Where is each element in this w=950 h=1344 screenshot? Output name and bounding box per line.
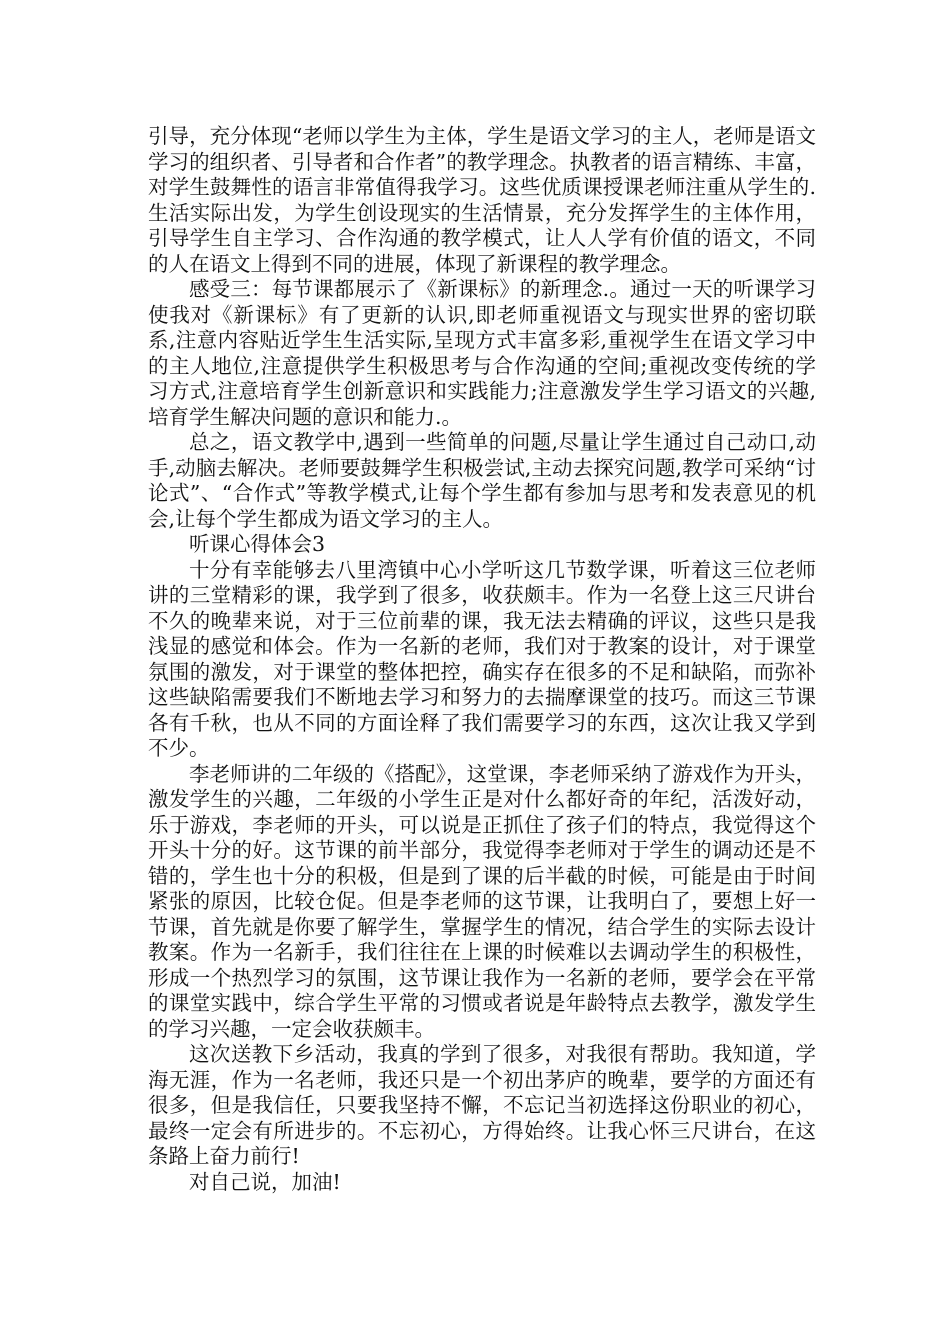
paragraph-closing: 对自己说，加油! <box>189 1169 341 1194</box>
paragraph-summary: 总之，语文教学中,遇到一些简单的问题,尽量让学生通过自己动口,动手,动脑去解决。老师要鼓舞学生积极尝试,主动去探究问题,教学可采纳“讨论式”、“合作式”等教学模式,让每个学生都有参加与思考和发表意见的机会,让每个学生都成为语文学习的主人。 <box>148 430 816 531</box>
paragraph-guidance: 引导，充分体现“老师以学生为主体，学生是语文学习的主人，老师是语文学习的组织者、引导者和合作者”的教学理念。执教者的语言精练、丰富，对学生鼓舞性的语言非常值得我学习。这些优质课授课老师注重从学生的.生活实际出发，为学生创设现实的生活情景，充分发挥学生的主体作用，引导学生自主学习、合作沟通的教学模式，让人人学有价值的语文，不同的人在语文上得到不同的进展，体现了新课程的教学理念。 <box>148 124 816 276</box>
paragraph-reflection: 这次送教下乡活动，我真的学到了很多，对我很有帮助。我知道，学海无涯，作为一名老师，我还只是一个初出茅庐的晚辈，要学的方面还有很多，但是我信任，只要我坚持不懈，不忘记当初选择这份职业的初心，最终一定会有所进步的。不忘初心，方得始终。让我心怀三尺讲台，在这条路上奋力前行! <box>148 1042 816 1168</box>
paragraph-feeling-three: 感受三：每节课都展示了《新课标》的新理念.。通过一天的听课学习使我对《新课标》有了更新的认识,即老师重视语文与现实世界的密切联系,注意内容贴近学生生活实际,呈现方式丰富多彩,重视学生在语文学习中的主人地位,注意提供学生积极思考与合作沟通的空间;重视改变传统的学习方式,注意培育学生创新意识和实践能力;注意激发学生学习语文的兴趣,培育学生解决问题的意识和能力.。 <box>148 277 816 429</box>
document-body <box>148 124 816 1195</box>
paragraph-teacher-li: 李老师讲的二年级的《搭配》，这堂课，李老师采纳了游戏作为开头，激发学生的兴趣，二年级的小学生正是对什么都好奇的年纪，活泼好动，乐于游戏，李老师的开头，可以说是正抓住了孩子们的特点，我觉得这个开头十分的好。这节课的前半部分，我觉得李老师对于学生的调动还是不错的，学生也十分的积极，但是到了课的后半截的时候，可能是由于时间紧张的原因，比较仓促。但是李老师的这节课，让我明白了，要想上好一节课，首先就是你要了解学生，掌握学生的情况，结合学生的实际去设计教案。作为一名新手，我们往往在上课的时候难以去调动学生的积极性，形成一个热烈学习的氛围，这节课让我作为一名新的老师，要学会在平常的课堂实践中，综合学生平常的习惯或者说是年龄特点去教学，激发学生的学习兴趣，一定会收获颇丰。 <box>148 761 816 1041</box>
paragraph-visit: 十分有幸能够去八里湾镇中心小学听这几节数学课，听着这三位老师讲的三堂精彩的课，我学到了很多，收获颇丰。作为一名登上这三尺讲台不久的晚辈来说，对于三位前辈的课，我无法去精确的评议，这些只是我浅显的感觉和体会。作为一名新的老师，我们对于教案的设计，对于课堂氛围的激发，对于课堂的整体把控，确实存在很多的不足和缺陷，而弥补这些缺陷需要我们不断地去学习和努力的去揣摩课堂的技巧。而这三节课各有千秋，也从不同的方面诠释了我们需要学习的东西，这次让我又学到不少。 <box>148 557 816 760</box>
section-heading: 听课心得体会3 <box>189 532 326 556</box>
